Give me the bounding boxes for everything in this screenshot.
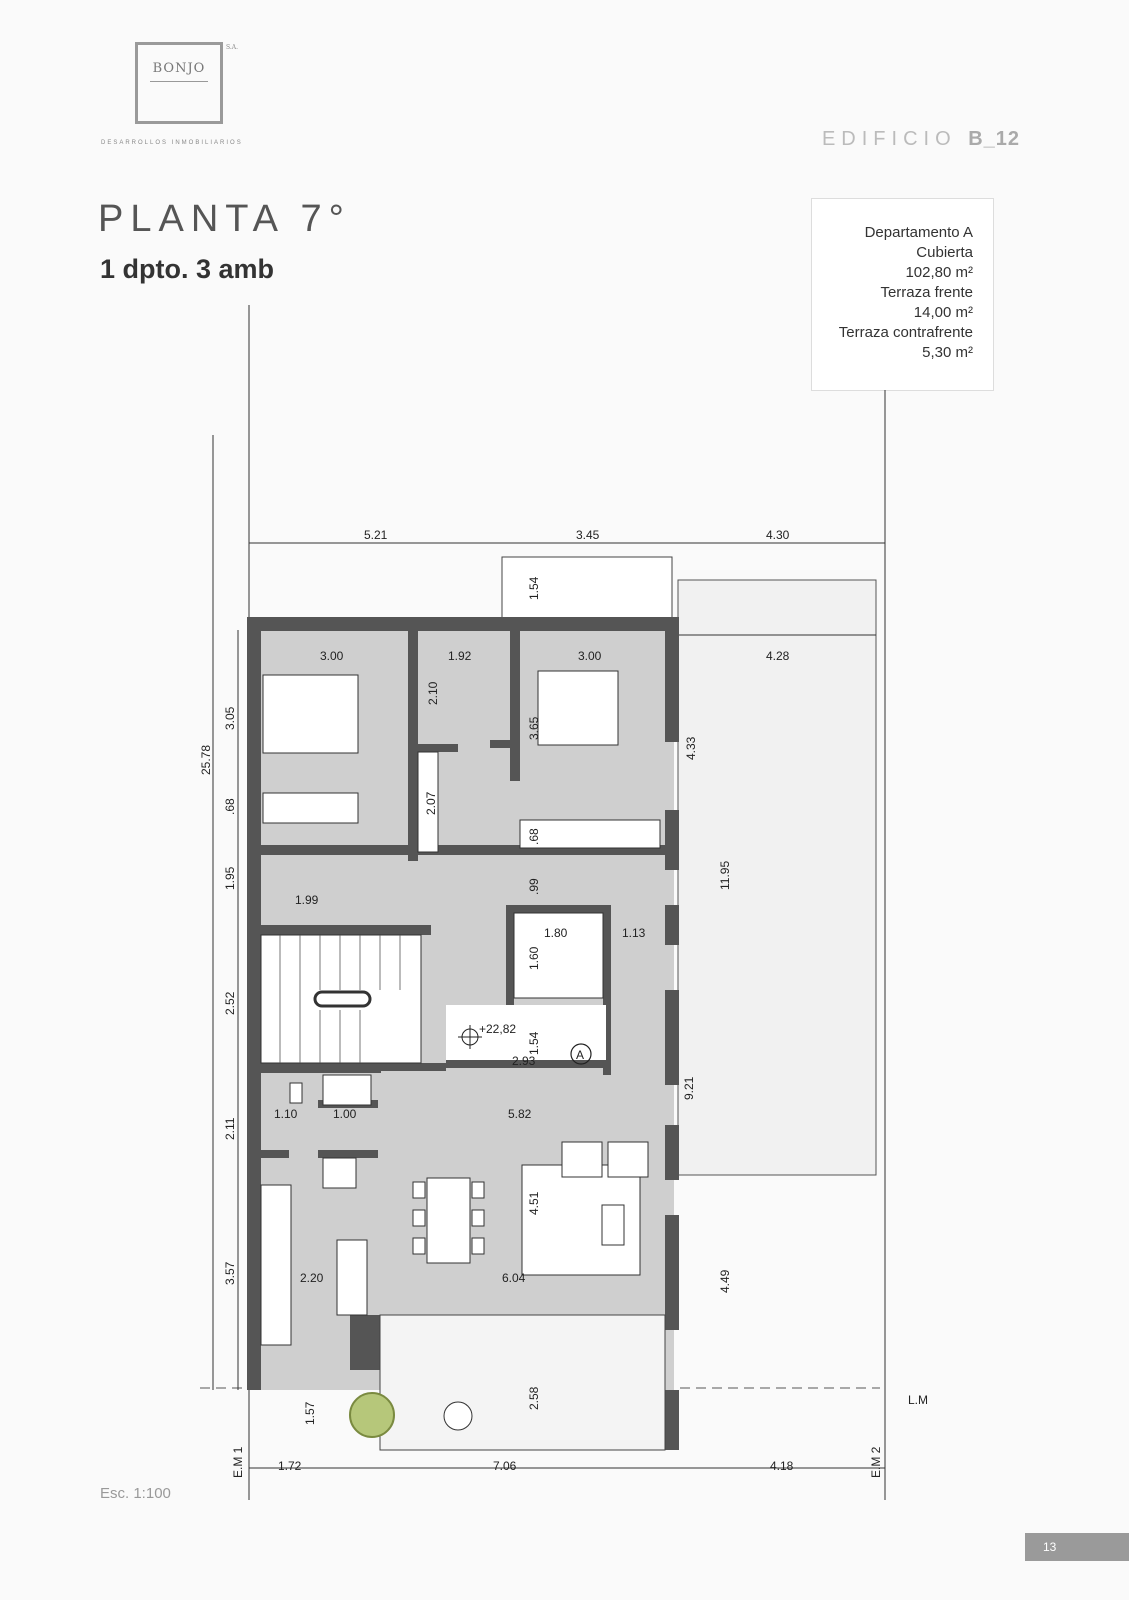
stair-handrail <box>315 992 370 1006</box>
dim-lobby-h: 1.54 <box>527 1031 541 1055</box>
dim-top-3: 4.30 <box>766 528 790 542</box>
dim-room-2-h: 3.65 <box>527 716 541 740</box>
dim-living-w2: 6.04 <box>502 1271 526 1285</box>
appliance <box>323 1158 356 1188</box>
dim-bottom-3: 4.18 <box>770 1459 794 1473</box>
brand-tagline: DESARROLLOS INMOBILIARIOS <box>101 140 243 146</box>
scale-label: Esc. 1:100 <box>100 1485 171 1502</box>
dim-terrace-h: 11.95 <box>718 860 732 890</box>
covered-value: 102,80 m² <box>905 264 973 281</box>
dim-hall-h: .99 <box>527 878 541 895</box>
dim-elev-w: 1.80 <box>544 926 568 940</box>
covered-label: Cubierta <box>916 244 973 261</box>
dim-elev-h: 1.60 <box>527 946 541 970</box>
dim-storage-w: 1.00 <box>333 1107 357 1121</box>
dim-kitchen-w: 2.20 <box>300 1271 324 1285</box>
front-terrace-value: 14,00 m² <box>913 304 973 321</box>
front-terrace <box>678 580 876 1175</box>
dim-top-2: 3.45 <box>576 528 600 542</box>
dining-table <box>427 1178 470 1263</box>
round-table <box>444 1402 472 1430</box>
toilet <box>290 1083 302 1103</box>
unit-name: Departamento A <box>864 224 973 241</box>
building-code: B_12 <box>968 128 1020 150</box>
dim-kitchen-h: 3.57 <box>223 1261 237 1285</box>
dim-laundry-w: 1.99 <box>295 893 319 907</box>
back-terrace-label: Terraza contrafrente <box>838 324 973 341</box>
dim-toilet-w: 1.10 <box>274 1107 298 1121</box>
storage <box>323 1075 371 1105</box>
wardrobe-2 <box>520 820 660 848</box>
unit-mark: A <box>576 1048 585 1062</box>
dim-stair-h: 2.52 <box>223 991 237 1015</box>
dim-lobby-w: 2.93 <box>512 1054 536 1068</box>
brand-name: BONJO <box>152 61 206 76</box>
dim-elev-side: 1.13 <box>622 926 646 940</box>
page-subtitle: 1 dpto. 3 amb <box>100 254 275 284</box>
back-terrace-value: 5,30 m² <box>922 344 973 361</box>
dim-bottom-h: 1.57 <box>303 1401 317 1425</box>
dim-right-h1: 4.33 <box>684 736 698 760</box>
dim-right-h3: 4.49 <box>718 1269 732 1293</box>
dim-room-2-w: 3.00 <box>578 649 602 663</box>
dim-balcony-h: 1.54 <box>527 576 541 600</box>
dim-front-h: 2.58 <box>527 1386 541 1410</box>
plant <box>350 1393 394 1437</box>
kitchen-counter <box>261 1185 291 1345</box>
front-balcony <box>380 1315 665 1450</box>
dim-bath-h: 2.10 <box>426 681 440 705</box>
dim-closet-h: 2.07 <box>424 791 438 815</box>
page-title: PLANTA 7° <box>98 198 351 240</box>
dim-terrace-w: 4.28 <box>766 649 790 663</box>
dim-living-w: 5.82 <box>508 1107 532 1121</box>
edge-left-label: E.M 1 <box>231 1446 245 1478</box>
bed-1 <box>263 675 358 753</box>
line-municipal: L.M <box>908 1393 929 1407</box>
dim-right-h2: 9.21 <box>682 1076 696 1100</box>
dim-living-h: 4.51 <box>527 1191 541 1215</box>
page-number: 13 <box>1025 1533 1129 1561</box>
bed-2 <box>538 671 618 745</box>
dim-room-1-h: 3.05 <box>223 706 237 730</box>
dim-bath-w: 1.92 <box>448 649 472 663</box>
kitchen-island <box>337 1240 367 1315</box>
dim-closet2-h: .68 <box>527 828 541 845</box>
front-terrace-label: Terraza frente <box>880 284 973 301</box>
edge-right-label: E.M 2 <box>869 1446 883 1478</box>
dim-total-h: 25.78 <box>199 744 213 775</box>
dim-toilet-h: 2.11 <box>223 1117 237 1140</box>
dim-room-1-w: 3.00 <box>320 649 344 663</box>
dim-top-1: 5.21 <box>364 528 388 542</box>
wardrobe-1 <box>263 793 358 823</box>
dim-bottom-2: 7.06 <box>493 1459 517 1473</box>
dim-laundry-h: 1.95 <box>223 866 237 890</box>
dim-bottom-1: 1.72 <box>278 1459 302 1473</box>
dim-wardrobe-h: .68 <box>223 798 237 815</box>
brand-suffix: S.A. <box>226 44 239 51</box>
building-prefix: EDIFICIO <box>821 128 957 150</box>
level-label: +22,82 <box>479 1022 517 1036</box>
